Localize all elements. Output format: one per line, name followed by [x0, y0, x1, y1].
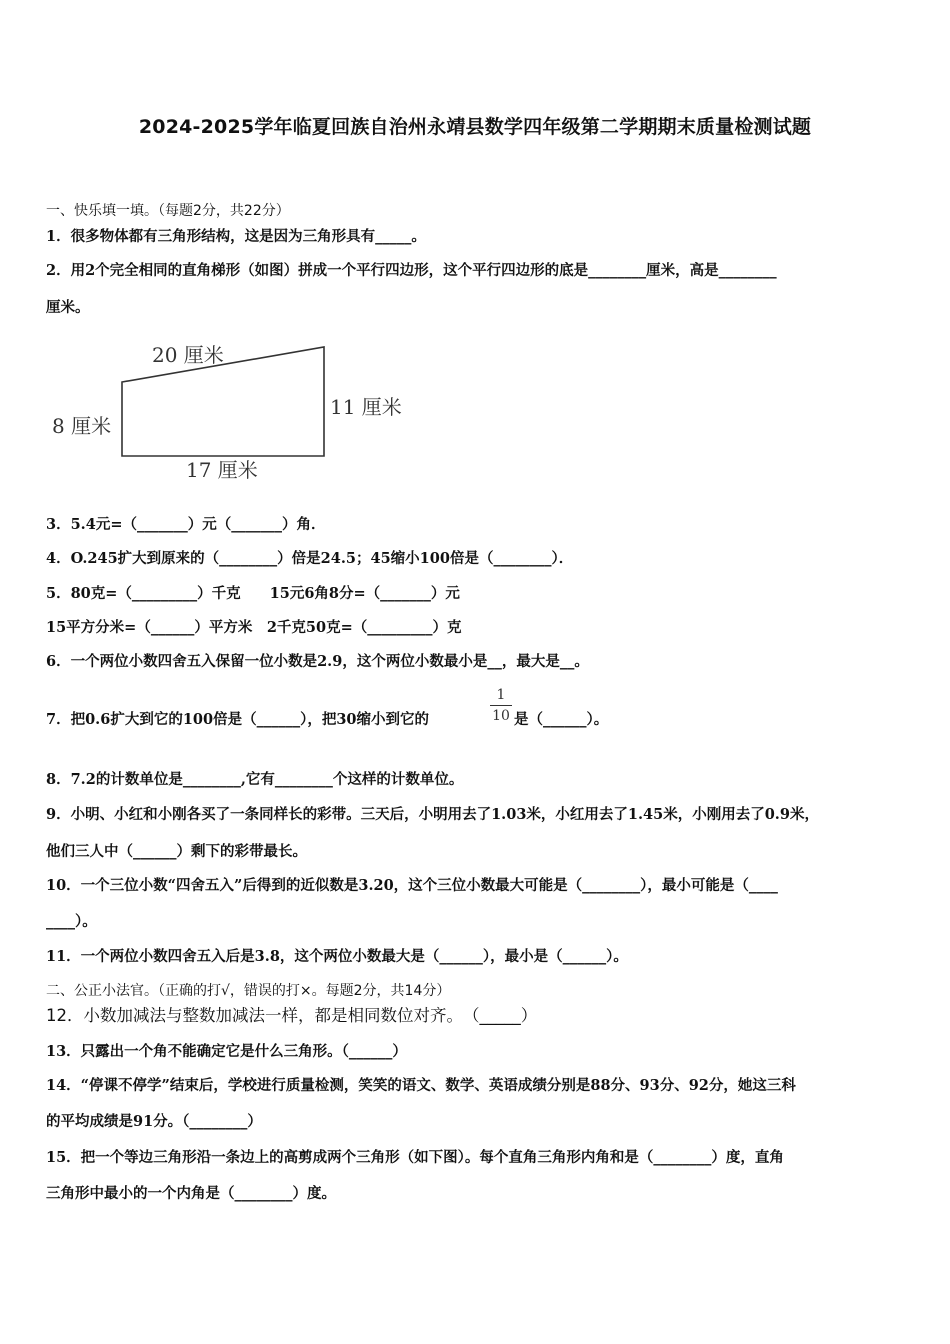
question-10-line-2: ____）。 — [46, 913, 97, 930]
question-8: 8．7.2的计数单位是________,它有________个这样的计数单位。 — [46, 771, 464, 788]
top-side-label: 20 厘米 — [152, 343, 224, 367]
question-5-line-1: 5．80克=（_________）千克 15元6角8分=（_______）元 — [46, 585, 460, 602]
left-side-label: 8 厘米 — [52, 414, 112, 438]
question-10-line-1: 10．一个三位小数“四舍五入”后得到的近似数是3.20，这个三位小数最大可能是（________），最小可能是（____ — [46, 877, 778, 894]
right-side-label: 11 厘米 — [330, 395, 402, 419]
question-9-line-1: 9．小明、小红和小刚各买了一条同样长的彩带。三天后，小明用去了1.03米，小红用去了1.45米，小刚用去了0.9米， — [46, 806, 819, 823]
question-3: 3．5.4元=（_______）元（_______）角． — [46, 516, 326, 533]
question-14-line-2: 的平均成绩是91分。（________） — [46, 1113, 262, 1130]
question-6: 6．一个两位小数四舍五入保留一位小数是2.9，这个两位小数最小是__，最大是__。 — [46, 653, 589, 670]
question-2-line-1: 2．用2个完全相同的直角梯形（如图）拼成一个平行四边形，这个平行四边形的底是________厘米，高是________ — [46, 262, 777, 279]
question-9-line-2: 他们三人中（______）剩下的彩带最长。 — [46, 843, 307, 860]
question-15-line-2: 三角形中最小的一个内角是（________）度。 — [46, 1185, 336, 1202]
question-5-line-2: 15平方分米=（______）平方米 2千克50克=（_________）克 — [46, 619, 462, 636]
question-12: 12．小数加减法与整数加减法一样，都是相同数位对齐。 （_____） — [46, 1006, 538, 1025]
bottom-side-label: 17 厘米 — [186, 458, 258, 482]
question-14-line-1: 14．“停课不停学”结束后，学校进行质量检测，笑笑的语文、数学、英语成绩分别是88分、93分、92分，她这三科 — [46, 1077, 796, 1094]
section-2-heading: 二、公正小法官。（正确的打√，错误的打×。每题2分，共14分） — [46, 983, 451, 999]
question-2-line-2: 厘米。 — [46, 299, 90, 316]
trapezoid-figure — [46, 332, 416, 492]
section-1-heading: 一、快乐填一填。（每题2分，共22分） — [46, 203, 290, 219]
page-title: 2024-2025学年临夏回族自治州永靖县数学四年级第二学期期末质量检测试题 — [138, 116, 812, 138]
question-7-part-1: 7．把0.6扩大到它的100倍是（______），把30缩小到它的 — [46, 711, 430, 728]
fraction-bar — [490, 705, 512, 706]
fraction-one-tenth — [490, 688, 512, 723]
question-15-line-1: 15．把一个等边三角形沿一条边上的高剪成两个三角形（如下图）。每个直角三角形内角和是（________）度，直角 — [46, 1149, 784, 1166]
fraction-denominator: 10 — [492, 708, 510, 724]
fraction-numerator: 1 — [496, 687, 506, 703]
question-4: 4．O.245扩大到原来的（________）倍是24.5；45缩小100倍是（________）． — [46, 550, 574, 567]
question-7-part-2: 是（______）。 — [514, 711, 609, 728]
question-1: 1．很多物体都有三角形结构，这是因为三角形具有_____。 — [46, 228, 426, 245]
question-13: 13．只露出一个角不能确定它是什么三角形。（______） — [46, 1043, 407, 1060]
question-11: 11．一个两位小数四舍五入后是3.8，这个两位小数最大是（______），最小是（______）。 — [46, 948, 628, 965]
